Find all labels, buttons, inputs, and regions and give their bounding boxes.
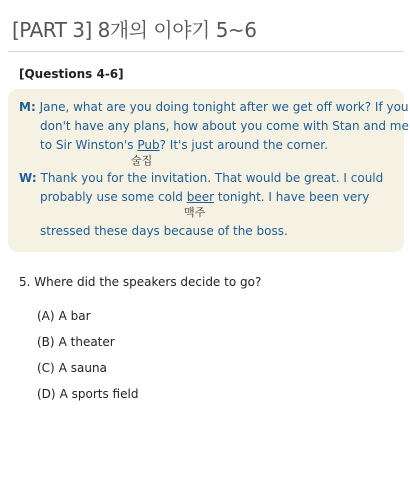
m-line-3-pre: to Sir Winston's (40, 138, 138, 152)
title-divider (8, 51, 404, 52)
option-b[interactable] (37, 335, 115, 349)
option-d-letter: (D) (37, 387, 56, 401)
dialogue-w-line-2 (40, 189, 369, 205)
page-title: [PART 3] 8개의 이야기 5~6 (12, 18, 257, 42)
speaker-w-label: W: (19, 171, 37, 185)
option-a-text: A bar (58, 309, 91, 323)
m-line-2-text: don't have any plans, how about you come with Stan and me (40, 119, 409, 133)
m-line-3-post: ? It's just around the corner. (159, 138, 328, 152)
section-heading: [Questions 4-6] (19, 67, 124, 81)
vocab-word-beer: beer (186, 190, 215, 204)
option-b-letter: (B) (37, 335, 55, 349)
option-d[interactable] (37, 387, 138, 401)
gloss-pub: 술집 (131, 154, 153, 167)
m-line-1-text: Jane, what are you doing tonight after we get off work? If you (39, 100, 409, 114)
option-c-letter: (C) (37, 361, 55, 375)
vocab-word-pub: Pub (137, 138, 160, 152)
option-a[interactable] (37, 309, 91, 323)
speaker-m-label: M: (19, 100, 36, 114)
w-line-3-text: stressed these days because of the boss. (40, 224, 288, 238)
option-d-text: A sports field (59, 387, 139, 401)
option-c[interactable] (37, 361, 107, 375)
dialogue-box (8, 89, 409, 252)
w-line-2-pre: probably use some cold (40, 190, 187, 204)
dialogue-w-line-1 (19, 170, 383, 186)
question-text: 5. Where did the speakers decide to go? (19, 275, 262, 289)
w-line-1-text: Thank you for the invitation. That would be great. I could (40, 171, 384, 185)
dialogue-m-line-3 (40, 137, 328, 153)
gloss-beer: 맥주 (184, 206, 206, 219)
option-a-letter: (A) (37, 309, 55, 323)
w-line-2-post: tonight. I have been very (214, 190, 370, 204)
option-c-text: A sauna (58, 361, 107, 375)
option-b-text: A theater (58, 335, 115, 349)
dialogue-m-line-1 (19, 99, 409, 115)
